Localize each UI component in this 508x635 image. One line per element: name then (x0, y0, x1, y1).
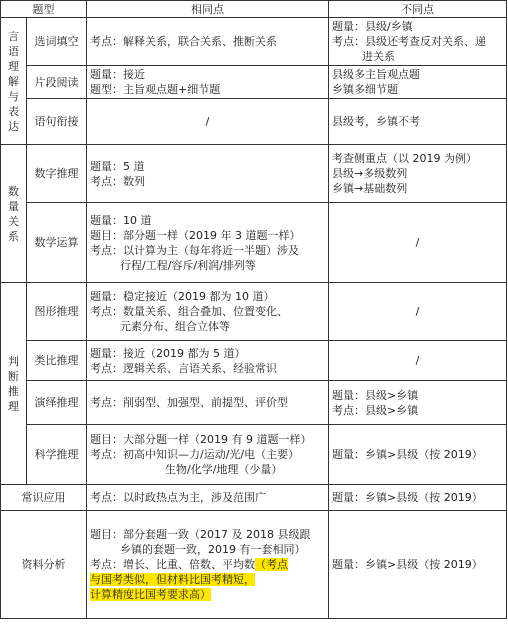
same-text: 题量：接近 (90, 68, 145, 81)
same-cell (87, 381, 329, 425)
diff-text: 县级→多级数列 (332, 167, 408, 180)
subtype-label: 选词填空 (27, 18, 87, 66)
category-char: 理 (8, 59, 19, 73)
category-char: 关 (8, 214, 19, 228)
highlight-text: （考点 (255, 558, 288, 571)
table-row (1, 18, 507, 66)
same-text: 乡镇的套题一致，2019 有一套相同） (120, 543, 306, 556)
category-quantity (1, 145, 27, 283)
diff-cell (329, 145, 507, 203)
category-char: 判 (8, 354, 19, 368)
same-text: 考点：增长、比重、倍数、平均数 (90, 558, 255, 571)
same-text: 考点：解释关系，联合关系、推断关系 (90, 35, 277, 48)
same-cell: 考点：以时政热点为主，涉及范围广 (87, 485, 329, 511)
diff-cell: 题量：乡镇>县级（按 2019） (329, 425, 507, 485)
diff-cell: 题量：乡镇>县级（按 2019） (329, 511, 507, 619)
same-text: 生物/化学/地理（少量） (165, 463, 283, 476)
diff-text: 考查侧重点（以 2019 为例） (332, 152, 477, 165)
category-char: 解 (8, 74, 19, 88)
same-text: 题目：大部分题一样（2019 有 9 道题一样） (90, 433, 312, 446)
subtype-label: 图形推理 (27, 283, 87, 341)
subtype-label: 科学推理 (27, 425, 87, 485)
subtype-label: 数学运算 (27, 203, 87, 283)
diff-text: 乡镇→基础数列 (332, 182, 408, 195)
subtype-label: 类比推理 (27, 341, 87, 381)
category-char: 量 (8, 199, 19, 213)
header-type: 题型 (1, 1, 87, 18)
diff-text: 题量：县级>乡镇 (332, 388, 419, 402)
diff-cell: 县级考，乡镇不考 (329, 99, 507, 145)
same-text: 题量：接近（2019 都为 5 道） (90, 346, 246, 360)
subtype-label: 演绎推理 (27, 381, 87, 425)
subtype-label: 资料分析 (1, 511, 87, 619)
diff-cell (329, 18, 507, 66)
same-text: 考点：初高中知识—力/运动/光/电（主要） (90, 448, 300, 461)
same-text: 考点：数列 (90, 174, 145, 188)
category-char: 断 (8, 369, 19, 383)
table-row (1, 145, 507, 203)
diff-text: 题量：县级/乡镇 (332, 20, 413, 33)
same-cell (87, 425, 329, 485)
same-text: 考点：削弱型、加强型、前提型、评价型 (90, 396, 288, 409)
category-char: 理 (8, 399, 19, 413)
same-cell (87, 18, 329, 66)
same-cell (87, 511, 329, 619)
category-reasoning (1, 283, 27, 485)
diff-text: 进关系 (362, 50, 395, 63)
header-diff: 不同点 (329, 1, 507, 18)
diff-text: 考点：县级还考查反对关系、递 (332, 35, 486, 48)
diff-cell: / (329, 283, 507, 341)
category-verbal (1, 18, 27, 145)
category-char: 推 (8, 384, 19, 398)
same-cell: / (87, 99, 329, 145)
same-text: 题目：部分题一样（2019 年 3 道题一样） (90, 228, 301, 242)
table-row (1, 99, 507, 145)
category-char: 与 (8, 89, 19, 103)
same-text: 元素分布、组合立体等 (120, 320, 230, 333)
highlight-text: 与国考类似，但材料比国考精短， (90, 573, 255, 586)
same-text: 考点：以计算为主（每年将近一半题）涉及 (90, 243, 299, 257)
diff-cell: / (329, 341, 507, 381)
table-row (1, 485, 507, 511)
same-cell (87, 145, 329, 203)
same-text: 题目：部分套题一致（2017 及 2018 县级跟 (90, 528, 311, 541)
subtype-label: 数字推理 (27, 145, 87, 203)
same-text: 行程/工程/容斥/利润/排列等 (120, 258, 256, 272)
diff-cell (329, 66, 507, 99)
same-cell (87, 66, 329, 99)
table-row (1, 203, 507, 283)
category-char: 表 (8, 104, 19, 118)
table-row (1, 381, 507, 425)
diff-cell (329, 381, 507, 425)
same-text: 考点：逻辑关系、言语关系、经验常识 (90, 361, 277, 375)
diff-text: 县级多主旨观点题 (332, 68, 420, 81)
header-same: 相同点 (87, 1, 329, 18)
subtype-label: 片段阅读 (27, 66, 87, 99)
category-char: 语 (8, 44, 19, 58)
same-text: 题量：5 道 (90, 159, 145, 173)
subtype-label: 常识应用 (1, 485, 87, 511)
same-cell (87, 203, 329, 283)
header-row (1, 1, 507, 18)
diff-text: 乡镇多细节题 (332, 83, 398, 96)
table-row (1, 66, 507, 99)
table-row (1, 425, 507, 485)
table-row (1, 283, 507, 341)
same-text: 题量：10 道 (90, 213, 152, 227)
category-char: 言 (8, 29, 19, 43)
table-row (1, 341, 507, 381)
diff-text: 考点：县级>乡镇 (332, 403, 419, 417)
category-char: 达 (8, 119, 19, 133)
same-text: 题量：稳定接近（2019 都为 10 道） (90, 290, 275, 303)
diff-cell: 题量：乡镇>县级（按 2019） (329, 485, 507, 511)
diff-cell: / (329, 203, 507, 283)
same-cell (87, 341, 329, 381)
category-char: 数 (8, 184, 19, 198)
table-row (1, 511, 507, 619)
category-char: 系 (8, 229, 19, 243)
same-text: 考点：数量关系、组合叠加、位置变化、 (90, 305, 288, 318)
same-text: 题型：主旨观点题+细节题 (90, 83, 221, 96)
same-cell (87, 283, 329, 341)
subtype-label: 语句衔接 (27, 99, 87, 145)
highlight-text: 计算精度比国考要求高） (90, 588, 211, 601)
